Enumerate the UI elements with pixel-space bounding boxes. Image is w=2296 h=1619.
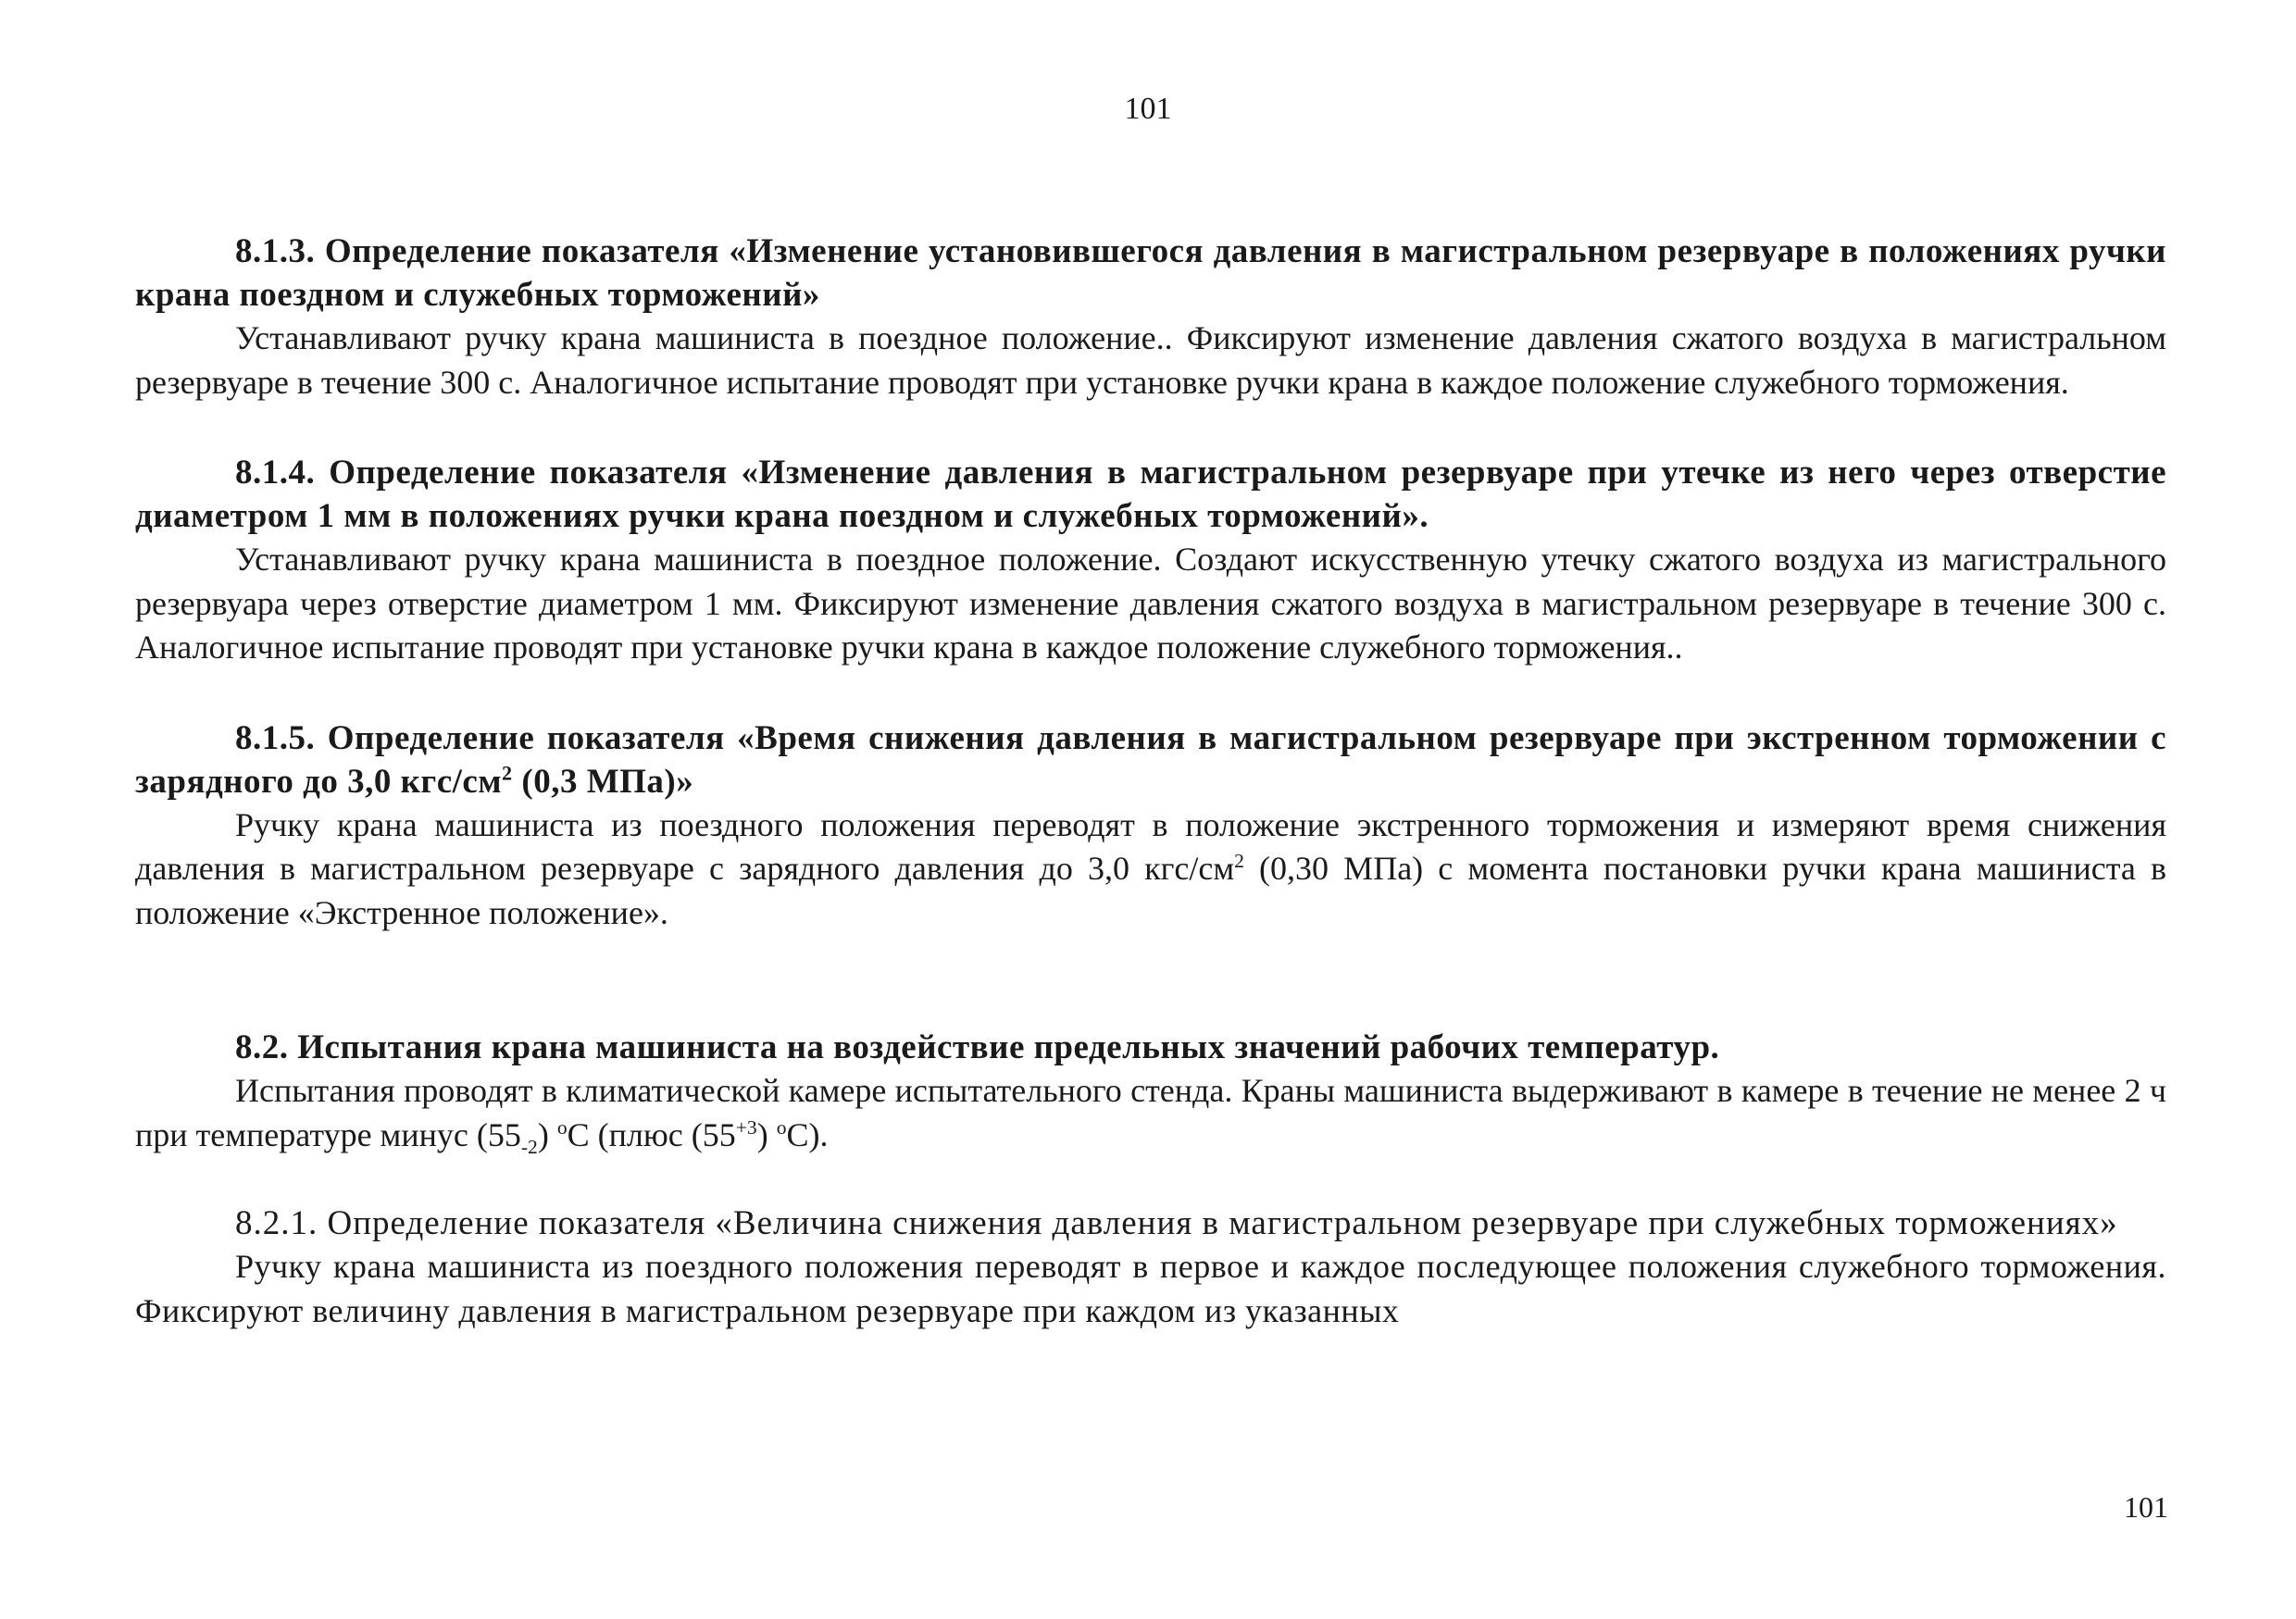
spacer (135, 405, 2166, 451)
degree-mark: о (776, 1115, 787, 1139)
body-text: С). (786, 1115, 829, 1153)
section-8-1-5-heading (135, 716, 2166, 803)
spacer (135, 1157, 2166, 1202)
section-8-1-3-heading: 8.1.3. Определение показателя «Изменение установившегося давления в магистральном резервуаре в положениях ручки крана поездном и служебных торможений» (135, 232, 2166, 314)
heading-text: 8.1.5. Определение показателя «Время снижения давления в магистральном резервуаре при экстренном торможении с зарядного до 3,0 кгс/см (135, 718, 2166, 801)
body-text: (0,30 МПа) с момента постановки ручки крана машиниста в положение «Экстренное положение». (135, 850, 2166, 931)
page-number-top: 101 (1124, 92, 1172, 126)
heading-text: (0,3 МПа)» (512, 762, 694, 801)
superscript: 2 (1234, 850, 1244, 872)
section-8-2-body (135, 1069, 2166, 1157)
superscript: 2 (502, 761, 513, 785)
superscript: +3 (735, 1115, 757, 1139)
spacer (135, 935, 2166, 1026)
section-8-2-heading: 8.2. Испытания крана машиниста на воздействие предельных значений рабочих температур. (235, 1028, 1720, 1066)
section-8-1-4-body: Устанавливают ручку крана машиниста в поездное положение. Создают искусственную утечку сжатого воздуха из магистрального резервуара через отверстие диаметром 1 мм. Фиксируют изменение давления сжатого воздуха в магистральном резервуаре в течение 300 с. Аналогичное испытание проводят при установке ручки крана в каждое положение служебного торможения.. (135, 541, 2166, 666)
section-8-2-1-heading: 8.2.1. Определение показателя «Величина снижения давления в магистральном резервуаре при служебных торможениях» (235, 1204, 2118, 1242)
section-8-1-4-heading: 8.1.4. Определение показателя «Изменение давления в магистральном резервуаре при утечке из него через отверстие диаметром 1 мм в положениях ручки крана поездном и служебных торможений». (135, 454, 2166, 535)
body-text: Испытания проводят в климатической камере испытательного стенда. Краны машиниста выдерживают в камере в течение не менее 2 ч при температуре минус (55 (135, 1072, 2166, 1153)
subscript: -2 (520, 1135, 538, 1158)
page-number-bottom: 101 (2124, 1490, 2168, 1524)
document-body (135, 230, 2166, 1333)
spacer (135, 670, 2166, 716)
body-text: ) (537, 1115, 557, 1153)
section-8-1-3-body: Устанавливают ручку крана машиниста в поездное положение.. Фиксируют изменение давления сжатого воздуха в магистральном резервуаре в течение 300 с. Аналогичное испытание проводят при установке ручки крана в каждое положение служебного торможения. (135, 319, 2166, 401)
body-text: ) (756, 1115, 777, 1153)
section-8-2-1-body: Ручку крана машиниста из поездного положения переводят в первое и каждое последующее положения служебного торможения. Фиксируют величину давления в магистральном резервуаре при каждом из указанных (135, 1248, 2166, 1329)
degree-mark: о (556, 1115, 568, 1139)
body-text: С (плюс (55 (567, 1115, 736, 1153)
section-8-1-5-body (135, 803, 2166, 936)
body-text: Ручку крана машиниста из поездного положения переводят в положение экстренного торможения и измеряют время снижения давления в магистральном резервуаре с зарядного давления до 3,0 кгс/см (135, 805, 2166, 887)
